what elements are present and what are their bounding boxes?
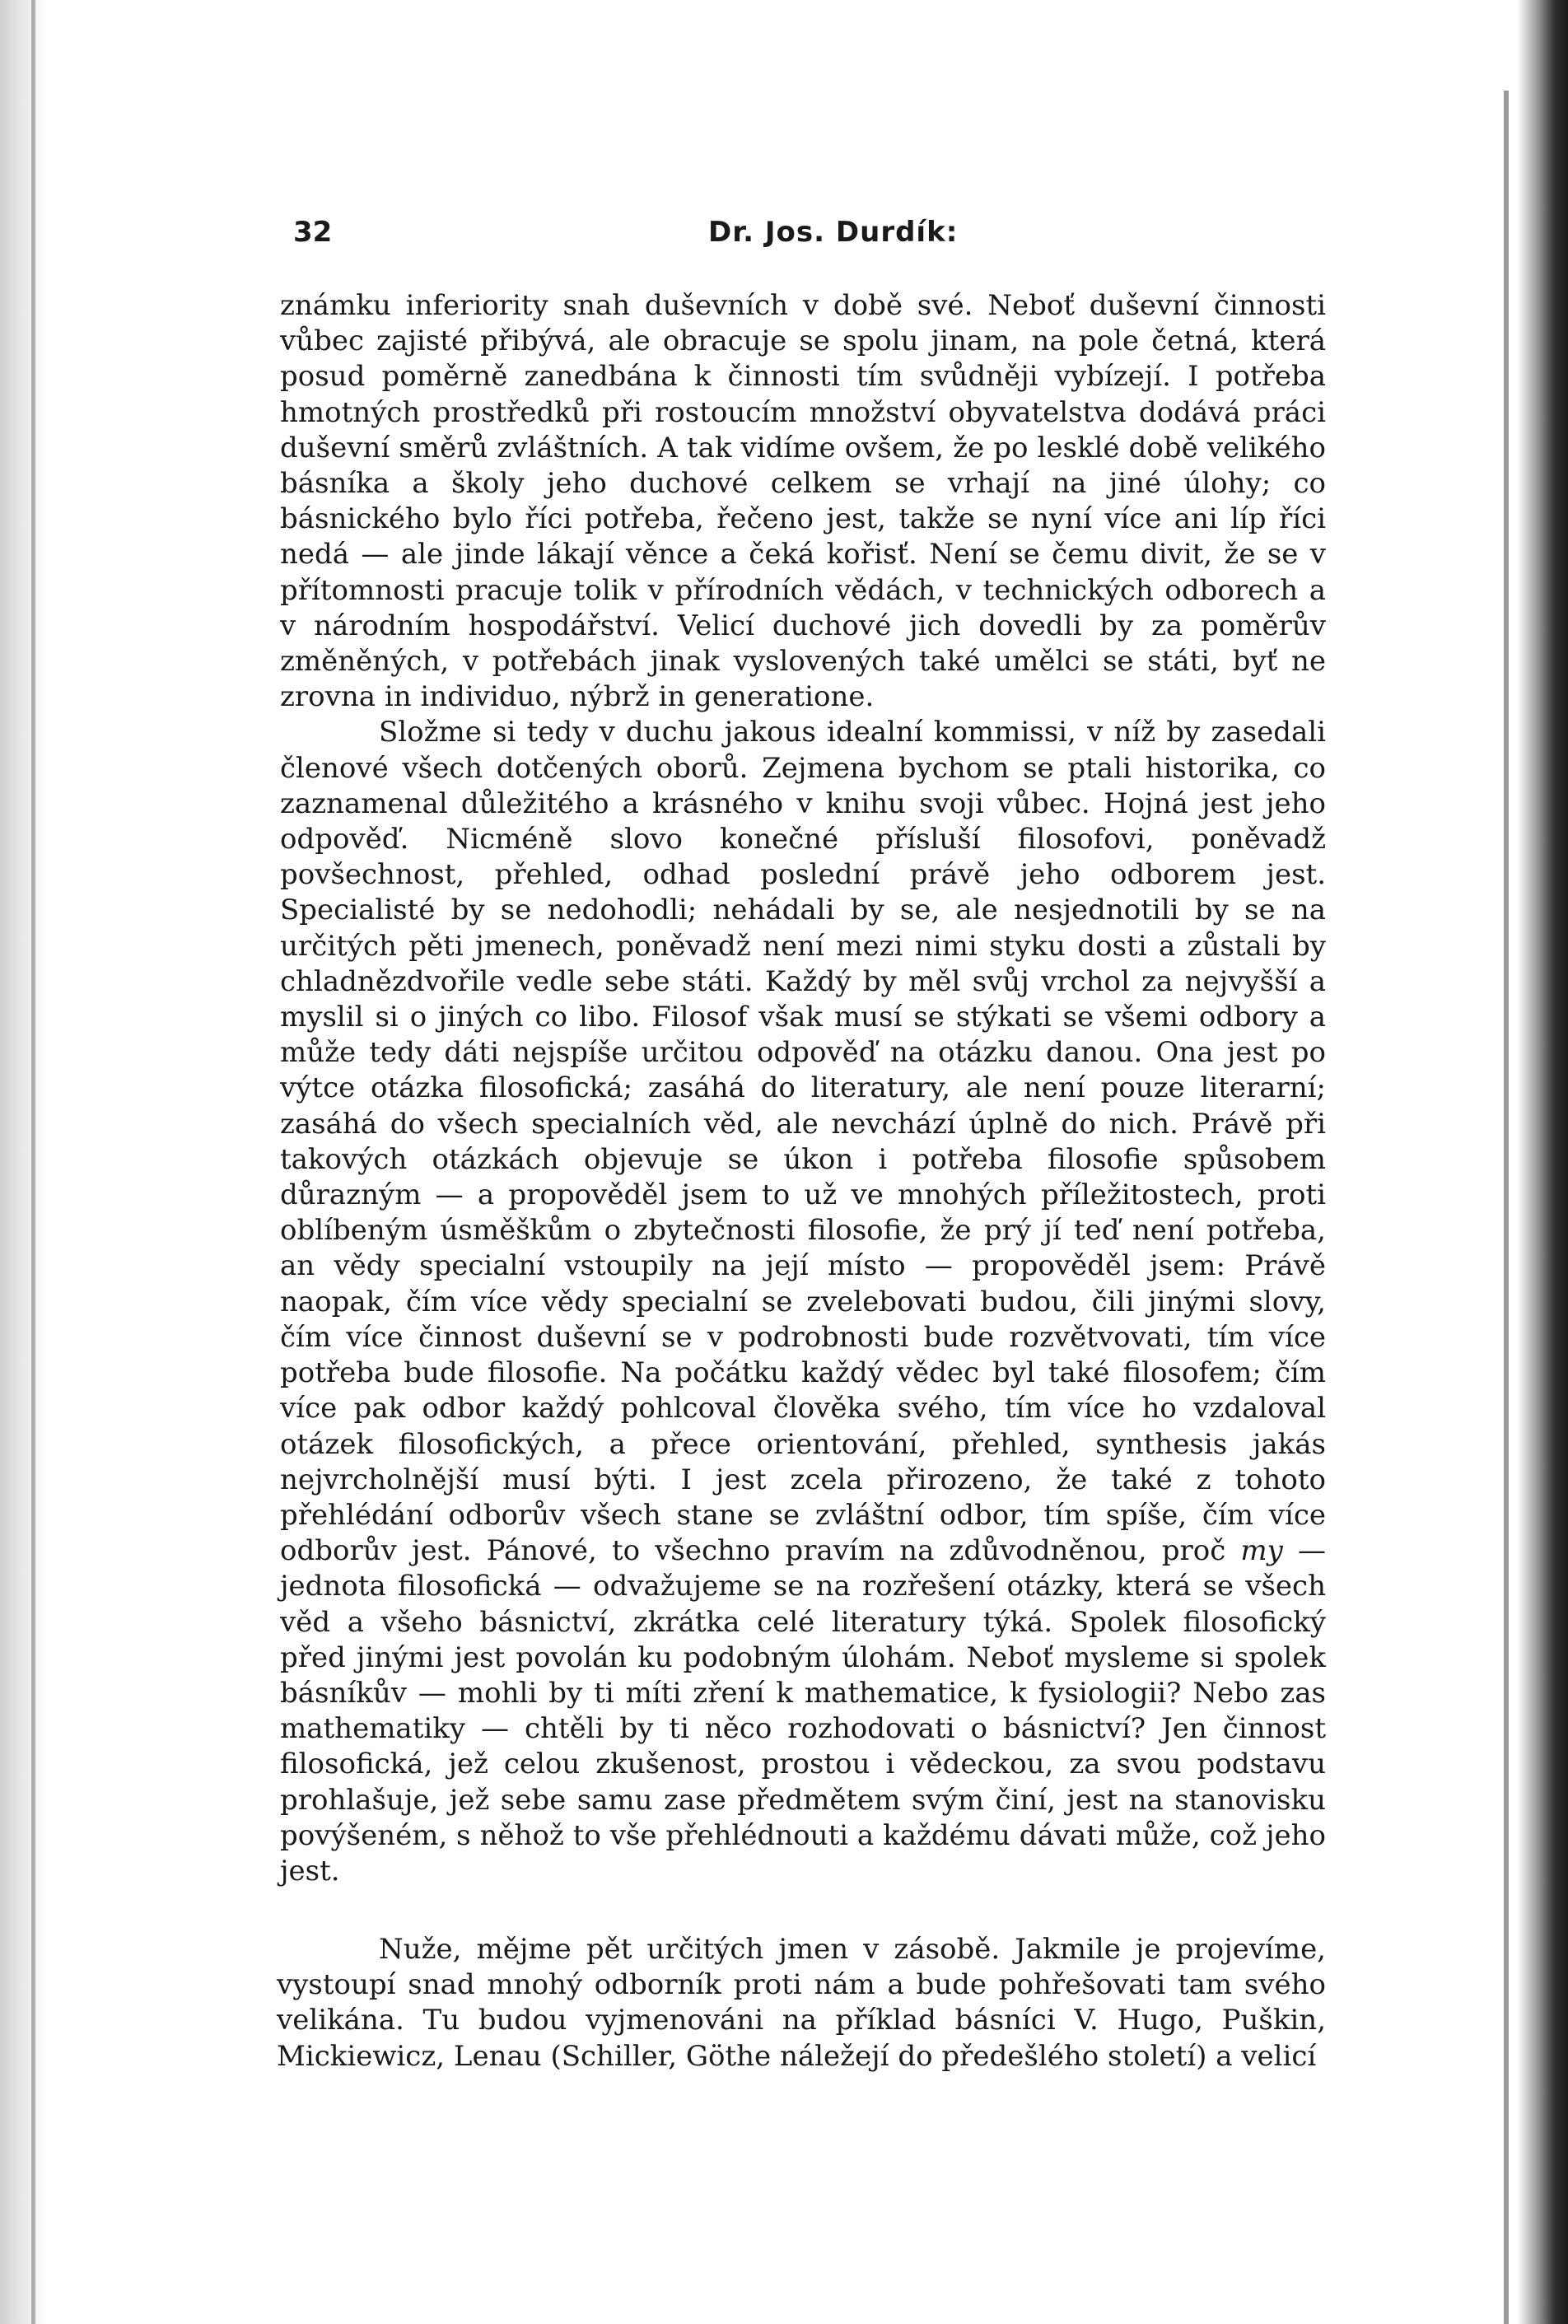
- paragraph-3: Nuže, mějme pět určitých jmen v zásobě. Jakmile je projevíme, vystoupí snad mnohý odborník proti nám a bude pohřešovati tam svého velikána. Tu budou vyjmenováni na příklad básníci V. Hugo, Puškin, Mickiewicz, Lenau (Schiller, Göthe náležejí do předešlého století) a velicí: [277, 1933, 1326, 2073]
- main-text: [280, 288, 1326, 1889]
- paragraph-2-part-b: — jednota filosofická — odvažujeme se na rozřešení otázky, která se všech věd a všeho básnictví, zkrátka celé literatury týká. Spolek filosofický před jinými jest povolán ku podobným úlohám. Neboť mysleme si spolek básníkův — mohli by ti míti zření k mathematice, k fysiologii? Nebo zas mathematiky — chtěli by ti něco rozhodovati o básnictví? Jen činnost filosofická, jež celou zkušenost, prostou i vědeckou, za svou podstavu prohlašuje, jež sebe samu zase předmětem svým činí, jest na stanovisku povýšeném, s něhož to vše přehlédnouti a každému dávati může, což jeho jest.: [280, 1534, 1326, 1888]
- paragraph-1: známku inferiority snah duševních v době své. Neboť duševní činnosti vůbec zajisté přibývá, ale obracuje se spolu jinam, na pole četná, která posud poměrně zanedbána k činnosti tím svůdněji vybízejí. I potřeba hmotných prostředků při rostoucím množství obyvatelstva dodává práci duševní směrů zvláštních. A tak vidíme ovšem, že po lesklé době velikého básníka a školy jeho duchové celkem se vrhají na jiné úlohy; co básnického bylo říci potřeba, řečeno jest, takže se nyní více ani líp říci nedá — ale jinde lákají věnce a čeká kořisť. Není se čemu divit, že se v přítomnosti pracuje tolik v přírodních vědách, v technických odborech a v národním hospodářství. Velicí duchové jich dovedli by za poměrův změněných, v potřebách jinak vyslovených také umělci se státi, byť ne zrovna in individuo, nýbrž in generatione.: [280, 289, 1326, 714]
- final-paragraph-block: [277, 1932, 1326, 2074]
- scan-right-margin: [1517, 0, 1568, 2324]
- paragraph-2: [280, 715, 1326, 1889]
- scan-right-page-edge: [1504, 91, 1509, 2324]
- running-head: Dr. Jos. Durdík:: [708, 216, 959, 249]
- scan-left-binding-line: [31, 0, 35, 2324]
- scan-left-margin: [0, 0, 48, 2324]
- page-number: 32: [293, 216, 333, 249]
- paragraph-2-italic-my: my: [1240, 1534, 1283, 1568]
- paragraph-2-part-a: Složme si tedy v duchu jakous idealní kommissi, v níž by zasedali členové všech dotčených oborů. Zejmena bychom se ptali historika, co zaznamenal důležitého a krásného v knihu svoji vůbec. Hojná jest jeho odpověď. Nicméně slovo konečné přísluší filosofovi, poněvadž povšechnost, přehled, odhad poslední právě jeho odborem jest. Specialisté by se nedohodli; nehádali by se, ale nesjednotili by se na určitých pěti jmenech, poněvadž není mezi nimi styku dosti a zůstali by chladnězdvořile vedle sebe státi. Každý by měl svůj vrchol za nejvyšší a myslil si o jiných co libo. Filosof však musí se stýkati se všemi odbory a může tedy dáti nejspíše určitou odpověď na otázku danou. Ona jest po výtce otázka filosofická; zasáhá do literatury, ale není pouze literarní; zasáhá do všech specialních věd, ale nevchází úplně do nich. Právě při takových otázkách objevuje se úkon i potřeba filosofie spůsobem důrazným — a propověděl jsem to už ve mnohých příležitostech, proti oblíbeným úsměškům o zbytečnosti filosofie, že prý jí teď není potřeba, an vědy specialní vstoupily na její místo — propověděl jsem: Právě naopak, čím více vědy specialní se zvelebovati budou, čili jinými slovy, čím více činnost duševní se v podrobnosti bude rozvětvovati, tím více potřeba bude filosofie. Na počátku každý vědec byl také filosofem; čím více pak odbor každý pohlcoval člověka svého, tím více ho vzdaloval otázek filosofických, a přece orientování, přehled, synthesis jakás nejvrcholnější musí býti. I jest zcela přirozeno, že také z tohoto přehlédání odborův všech stane se zvláštní odbor, tím spíše, čím více odborův jest. Pánové, to všechno pravím na zdůvodněnou, proč: [280, 716, 1326, 1568]
- page-header: [280, 216, 1326, 257]
